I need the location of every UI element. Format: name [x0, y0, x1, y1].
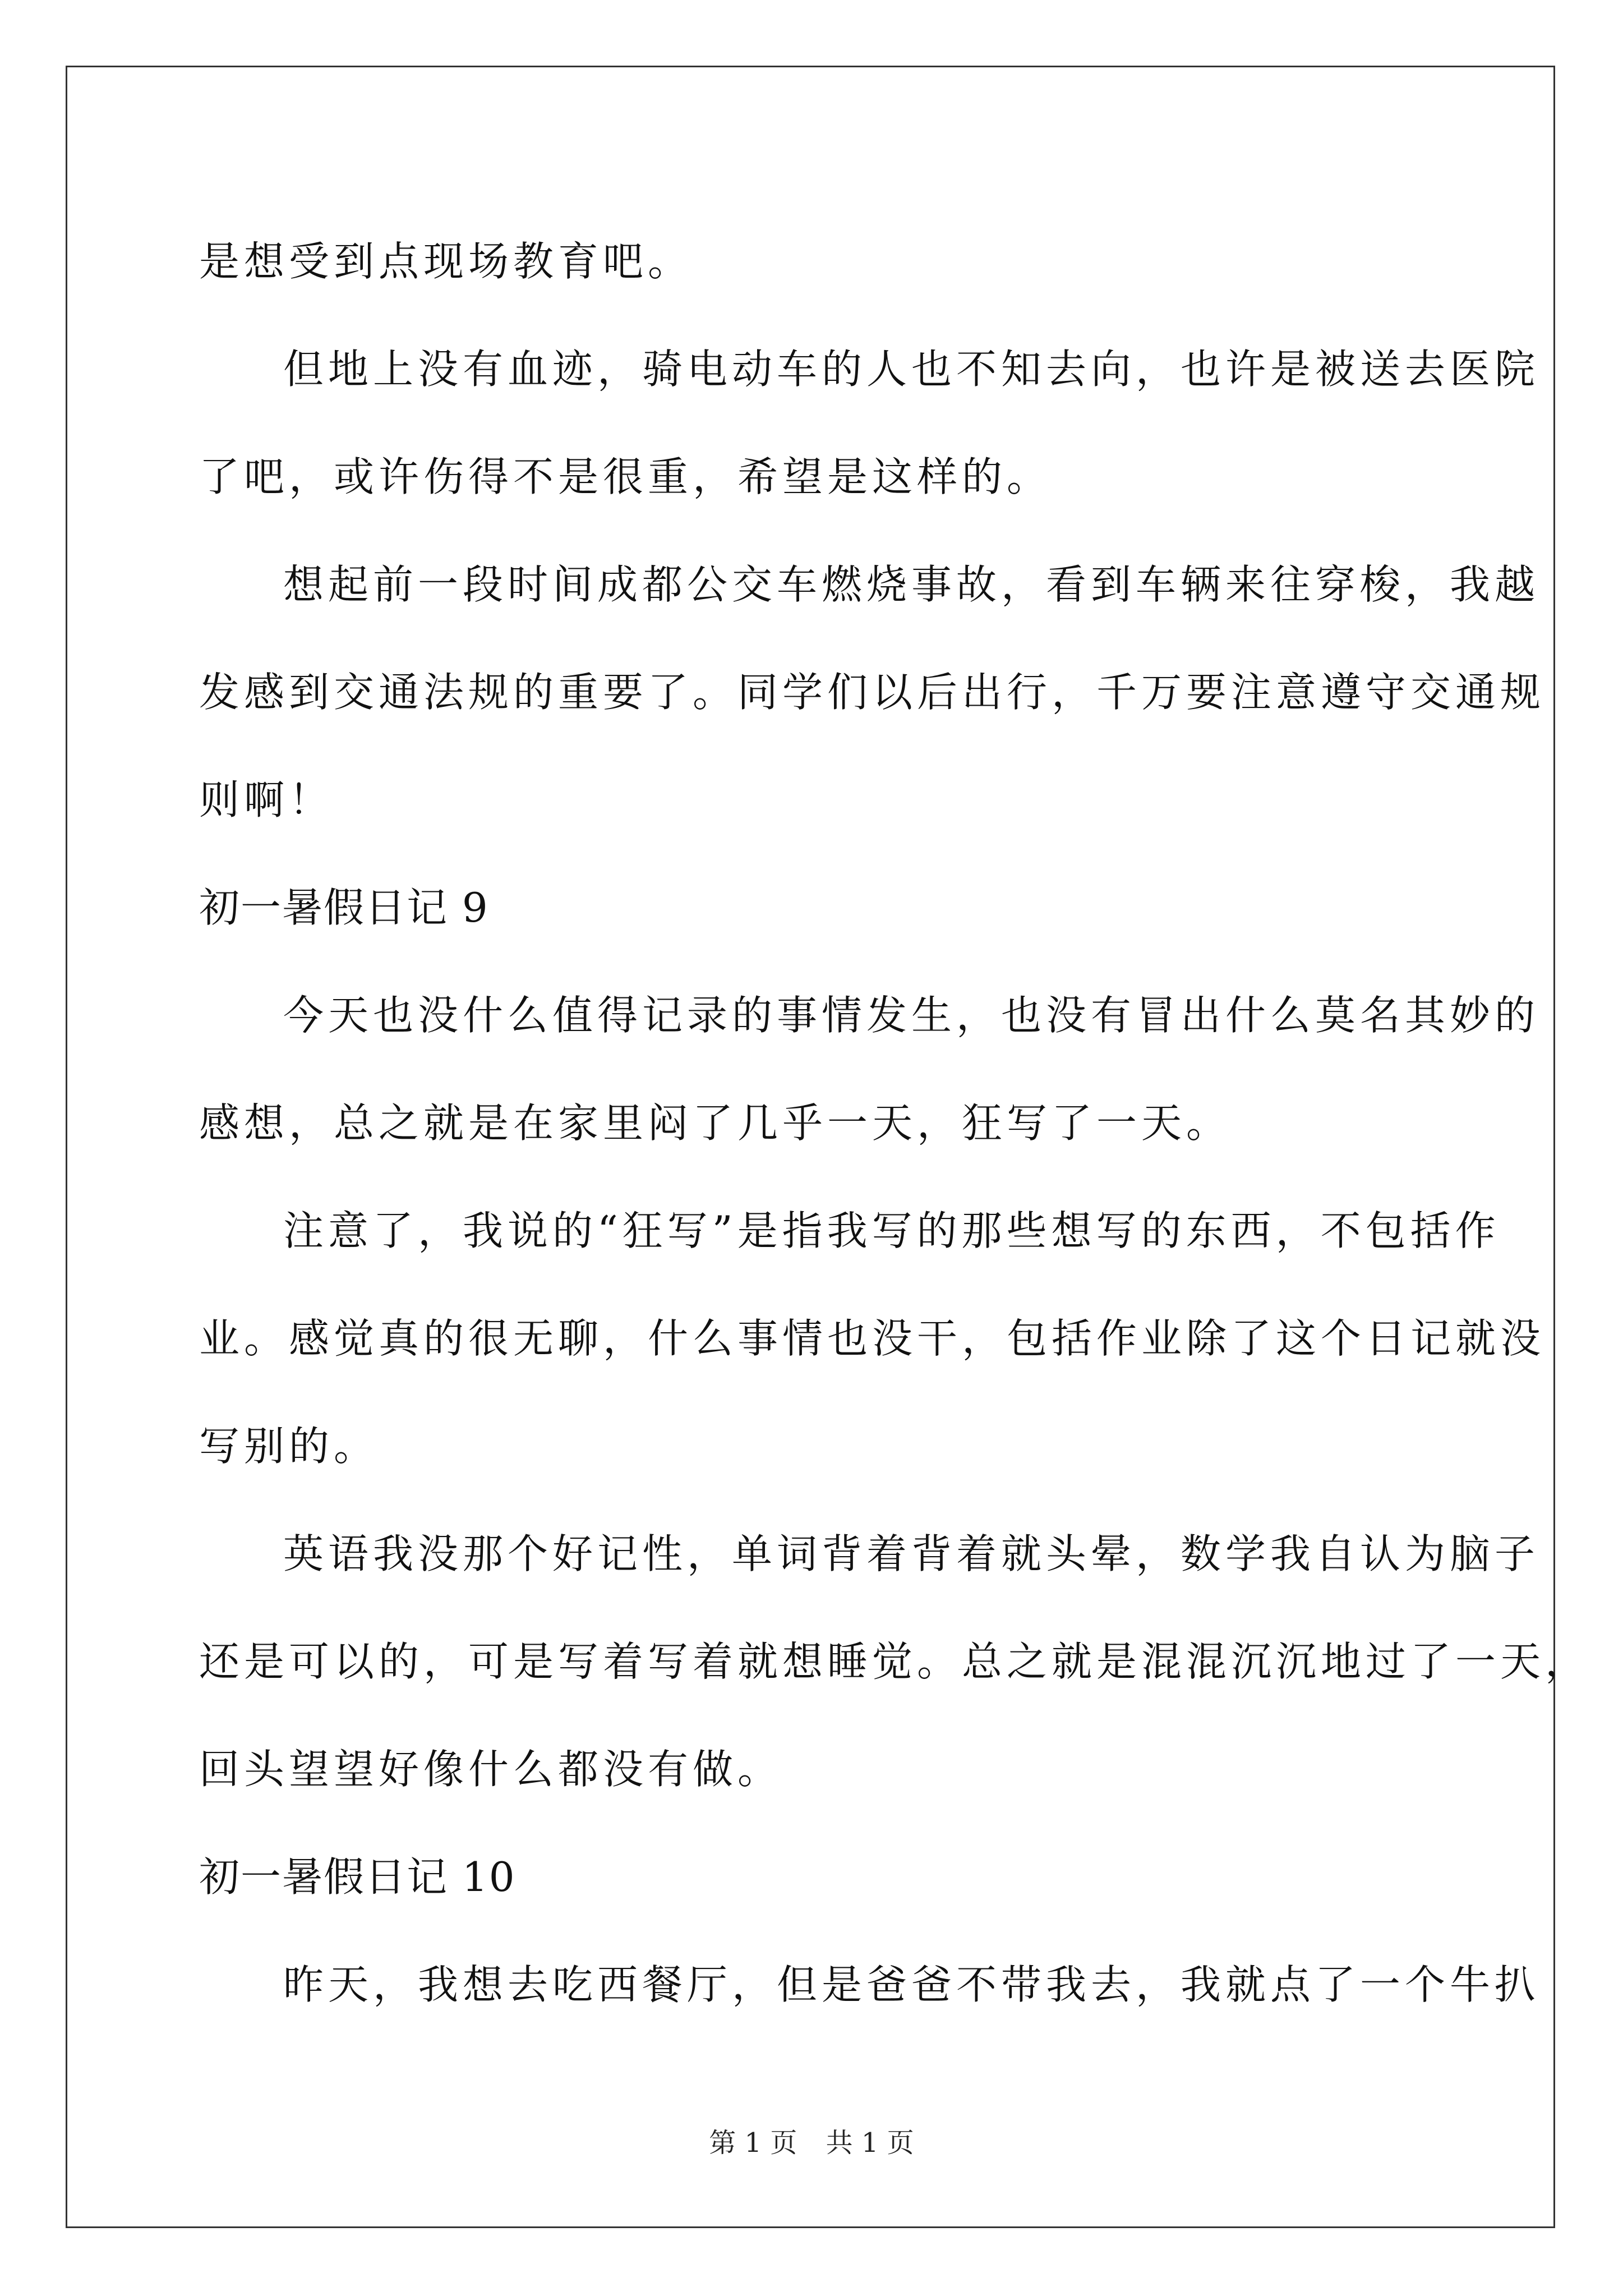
- page-footer: [0, 2126, 1623, 2160]
- text-line-15: 回头望望好像什么都没有做。: [199, 1746, 783, 1793]
- document-body: [199, 208, 1590, 2039]
- text-line-1: 是想受到点现场教育吧。: [199, 238, 693, 285]
- page-number-total: 共 1 页: [826, 2127, 914, 2159]
- text-line-4: 想起前一段时间成都公交车燃烧事故，看到车辆来往穿梭，我越: [283, 561, 1540, 608]
- text-line-9: 感想，总之就是在家里闷了几乎一天，狂写了一天。: [199, 1099, 1232, 1147]
- text-line-14: 还是可以的，可是写着写着就想睡觉。总之就是混混沉沉地过了一天，: [199, 1638, 1590, 1685]
- text-line-8: 今天也没什么值得记录的事情发生，也没有冒出什么莫名其妙的: [283, 992, 1540, 1039]
- text-line-5: 发感到交通法规的重要了。同学们以后出行，千万要注意遵守交通规: [199, 669, 1546, 716]
- text-line-2: 但地上没有血迹，骑电动车的人也不知去向，也许是被送去医院: [283, 346, 1540, 393]
- text-line-10: 注意了，我说的“狂写”是指我写的那些想写的东西，不包括作: [283, 1207, 1500, 1254]
- text-line-12: 写别的。: [199, 1423, 379, 1470]
- text-line-6: 则啊！: [199, 776, 334, 823]
- page-number-current: 第 1 页: [709, 2127, 797, 2159]
- text-line-17: 昨天，我想去吃西餐厅，但是爸爸不带我去，我就点了一个牛扒: [283, 1961, 1540, 2008]
- text-line-11: 业。感觉真的很无聊，什么事情也没干，包括作业除了这个日记就没: [199, 1315, 1546, 1362]
- text-line-13: 英语我没那个好记性，单词背着背着就头晕，数学我自认为脑子: [283, 1530, 1540, 1577]
- section-heading-10: 初一暑假日记 10: [199, 1853, 516, 1901]
- text-line-3: 了吧，或许伤得不是很重，希望是这样的。: [199, 453, 1052, 500]
- section-heading-9: 初一暑假日记 9: [199, 884, 489, 931]
